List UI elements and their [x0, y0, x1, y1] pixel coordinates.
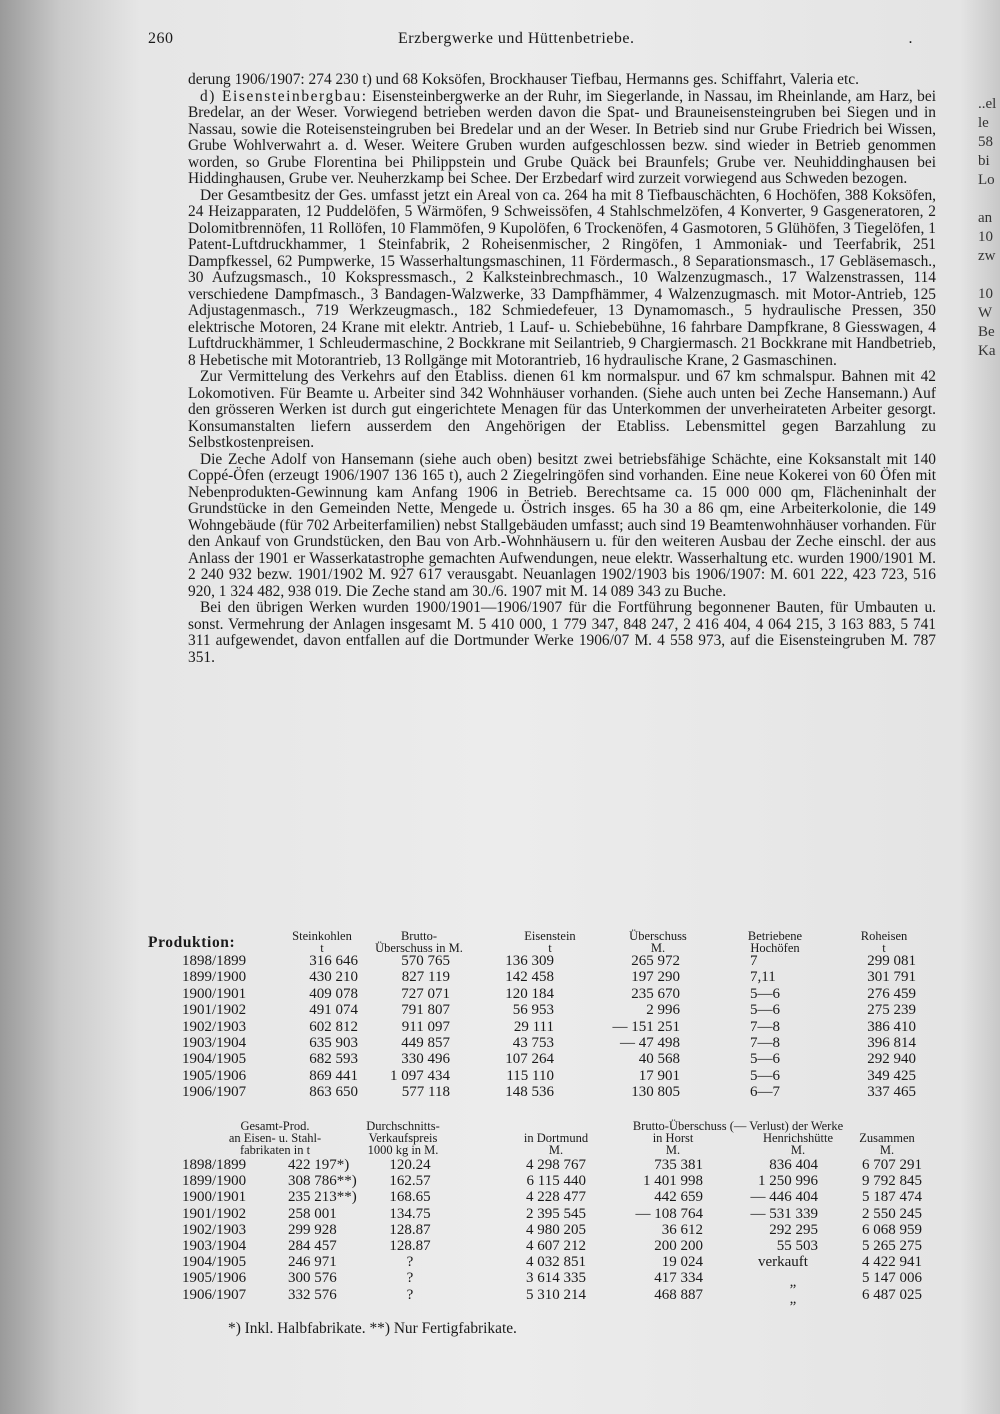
table-cell: 422 197*)	[288, 1157, 350, 1173]
production-label: Produktion:	[148, 934, 236, 951]
row-label: 1900/1901	[182, 985, 247, 1002]
row-label: 1905/1906	[182, 1270, 247, 1287]
table-cell: 1 401 998	[643, 1173, 703, 1190]
column-header: in Dortmund M.	[523, 1131, 589, 1157]
table-cell: 235 670	[631, 985, 680, 1002]
row-label: 1906/1907	[182, 1084, 247, 1101]
table-cell: 142 458	[505, 969, 554, 986]
row-label: 1903/1904	[182, 1238, 247, 1254]
table-cell: 56 953	[512, 1002, 554, 1019]
page-header	[148, 30, 913, 52]
table-cell: 292 295	[769, 1221, 818, 1238]
table-cell: 791 807	[401, 1002, 450, 1019]
row-label: 1904/1905	[182, 1254, 247, 1271]
table-cell: 682 593	[309, 1051, 358, 1068]
table-cell: 4 607 212	[526, 1238, 586, 1254]
table-cell: 120 184	[505, 985, 554, 1002]
paragraph: derung 1906/1907: 274 230 t) und 68 Koksöfen, Brockhauser Tiefbau, Hermanns ges. Schiffahrt, Valeria etc.	[188, 71, 859, 88]
table-cell: 337 465	[867, 1084, 916, 1101]
table-cell: 299 928	[288, 1221, 337, 1238]
paragraph: Die Zeche Adolf von Hansemann (siehe auch oben) besitzt zwei betriebsfähige Schächte, eine Koksanstalt mit 140 Coppé-Öfen (erzeugt 1906/1907 136 165 t), auch 2 Ziegelringöfen sind vorhanden. Eine neue Kokerei von 60 Öfen mit Nebenprodukten-Gewinnung kam Anfang 1906 in Betrieb. Berechtsame ca. 15 000 000 qm, Flächeninhalt der Grundstücke in den Gemeinden Nette, Mengede u. Östrich insges. 65 ha 30 a 86 qm, eine Arbeiterkolonie, die 149 Wohngebäude (für 702 Arbeiterfamilien) nebst Stallgebäuden umfasst; auch sind 19 Beamtenwohnhäuser vorhanden. Für den Ankauf von Grundstücken, den Bau von Arb.-Wohnhäusern u. für den weiteren Ausbau der Zeche einschl. der aus Anlass der 1901 er Wasserkatastrophe gemachten Aufwendungen, neue elektr. Wasserhaltung etc. wurden 1900/1901 M. 2 240 932 bezw. 1901/1902 M. 927 617 verausgabt. Neuanlagen 1902/1903 bis 1906/1907: M. 601 222, 423 723, 516 920, 1 324 482, 938 019. Die Zeche stand am 30./6. 1907 mit M. 14 089 343 zu Buche.	[188, 450, 936, 600]
table-cell: 316 646	[309, 953, 358, 969]
table-cell: 9 792 845	[862, 1173, 922, 1190]
table-cell: 2 395 545	[526, 1205, 586, 1222]
table-cell: 115 110	[506, 1067, 554, 1084]
table-cell: 299 081	[867, 953, 916, 969]
table-cell: 7—8	[750, 1035, 780, 1051]
table-cell: 6 068 959	[862, 1221, 922, 1238]
table-cell: 570 765	[401, 953, 450, 969]
column-header: Steinkohlen t	[292, 929, 352, 955]
group-header: Brutto-Überschuss (— Verlust) der Werke	[632, 1119, 844, 1133]
table-cell: 1 097 434	[390, 1067, 450, 1084]
paragraph: Der Gesamtbesitz der Ges. umfasst jetzt ein Areal von ca. 264 ha mit 8 Tiefbauschächten, 6 Hochöfen, 388 Koksöfen, 24 Heizapparaten, 12 Puddelöfen, 5 Wärmöfen, 9 Schweissöfen, 4 Stahlschmelzöfen, 4 Konverter, 9 Gasgeneratoren, 2 Dolomitbrennöfen, 11 Rollöfen, 10 Flammöfen, 9 Kupolöfen, 6 Trockenöfen, 4 Gasmotoren, 5 Glühöfen, 3 Tiegelöfen, 1 Patent-Luftdruckhammer, 1 Steinfabrik, 2 Roheisenmischer, 2 Ringöfen, 1 Ammoniak- und Teerfabrik, 251 Dampfkessel, 62 Pumpwerke, 15 Wasserhaltungsmaschinen, 11 Fördermasch., 8 Separationsmasch., 17 Gebläsemasch., 30 Aufzugsmasch., 10 Kokspressmasch., 2 Kalksteinbrechmasch., 10 Walzenzugmasch., 17 Walzenstrassen, 114 verschiedene Dampfmasch., 3 Bandagen-Walzwerke, 33 Dampfhämmer, 4 Walzenzugmasch. mit Motor-Antrieb, 125 Adjustagenmasch., 719 Werkzeugmasch., 182 Schmiedefeuer, 13 Dynamomasch., 5 hydraulische Pressen, 350 elektrische Motoren, 24 Krane mit elektr. Antrieb, 1 Lauf- u. Schiebebühne, 16 fahrbare Dampfkrane, 8 Giesswagen, 4 Luftdruckhämmer, 1 Schleudermaschine, 2 Bockkrane mit Seilantrieb, 9 Chargiermasch. 21 Bockkrane mit Handbetrieb, 8 Hebetische mit Motorantrieb, 13 Rollgänge mit Motorantrieb, 16 hydraulische Krane, 2 Gasmaschinen.	[188, 186, 936, 369]
page-number: 260	[148, 30, 174, 47]
table-cell: 4 228 477	[526, 1189, 586, 1206]
table-cell: 168.65	[389, 1189, 431, 1206]
table-cell: 3 614 335	[526, 1270, 586, 1287]
table-cell: 7—8	[750, 1018, 780, 1035]
table-cell: 409 078	[309, 985, 358, 1002]
section-label: d) Eisensteinbergbau:	[200, 87, 368, 105]
column-header: Eisenstein t	[524, 929, 576, 955]
table-cell: 265 972	[631, 953, 680, 969]
table-cell: 120.24	[389, 1157, 431, 1173]
table-cell: 258 001	[288, 1205, 337, 1222]
table-cell: ?	[406, 1270, 414, 1287]
right-margin-bleed: ..el le 58 bi Lo an 10 zw 10 W Be Ka	[978, 96, 997, 359]
table-cell: 148 536	[505, 1084, 554, 1101]
table-cell: 284 457	[288, 1238, 337, 1254]
table-cell: 36 612	[661, 1221, 703, 1238]
table-cell: 6 115 440	[526, 1173, 586, 1190]
table-cell: 7	[750, 953, 758, 969]
table-cell: 491 074	[309, 1002, 358, 1019]
row-label: 1901/1902	[182, 1205, 247, 1222]
table-cell: 17 901	[638, 1067, 680, 1084]
table-cell: ?	[406, 1286, 414, 1303]
table-cell: „	[789, 1290, 797, 1307]
column-header: Überschuss M.	[629, 929, 687, 955]
table-cell: 863 650	[309, 1084, 358, 1101]
table-cell: 2 550 245	[862, 1205, 922, 1222]
body-text	[188, 72, 936, 666]
table-cell: 246 971	[288, 1254, 337, 1271]
table-cell: 6—7	[750, 1084, 780, 1101]
table-cell: — 531 339	[750, 1205, 818, 1222]
table-cell: 449 857	[401, 1035, 450, 1051]
table-cell: 577 118	[401, 1084, 450, 1101]
column-header: Betriebene Hochöfen	[747, 929, 803, 955]
table-cell: 292 940	[867, 1051, 916, 1068]
table-cell: 5 310 214	[526, 1286, 586, 1303]
table-cell: 332 576	[288, 1286, 337, 1303]
table-cell: 4 980 205	[526, 1221, 586, 1238]
footnote: *) Inkl. Halbfabrikate. **) Nur Fertigfabrikate.	[228, 1320, 517, 1337]
row-label: 1903/1904	[182, 1035, 247, 1051]
table-cell: 40 568	[638, 1051, 680, 1068]
table-cell: 417 334	[654, 1270, 703, 1287]
row-label: 1900/1901	[182, 1189, 247, 1206]
table-cell: 1 250 996	[758, 1173, 818, 1190]
table-cell: 5—6	[750, 985, 780, 1002]
table-cell: ?	[406, 1254, 414, 1271]
table-cell: 911 097	[401, 1018, 450, 1035]
running-title: Erzbergwerke und Hüttenbetriebe.	[398, 30, 635, 47]
paragraph-text: Eisensteinbergwerke an der Ruhr, im Siegerlande, in Nassau, im Rheinlande, am Harz, bei Bredelar, an der Weser. Vorwiegend betrieben werden davon die Spat- und Brauneisensteingruben bei Siegen und in Nassau, sowie die Roteisensteingruben bei Bredelar und an der Weser. In Betrieb sind nur Grube Friedrich bei Wissen, Grube Wohlverwahrt a. d. Weser. Weitere Gruben wurden aufgeschlossen bezw. sind wieder in Betrieb genommen worden, so Grube Florentina bei Philippstein und Grube Quäck bei Braunfels; Grube ver. Neuhiddinghausen bei Hiddinghausen, Grube ver. Neuherzkamp bei Schee. Der Erzbedarf wird zurzeit vorwiegend aus Schweden bezogen.	[188, 87, 936, 187]
table-cell: — 446 404	[750, 1189, 818, 1206]
table-cell: 134.75	[389, 1205, 431, 1222]
table-cell: 200 200	[654, 1238, 703, 1254]
table-cell: 275 239	[867, 1002, 916, 1019]
table-cell: 235 213**)	[288, 1189, 357, 1206]
table-cell: 300 576	[288, 1270, 337, 1287]
column-header: Zusammen M.	[859, 1131, 915, 1157]
table-cell: 128.87	[389, 1221, 431, 1238]
table-cell: 43 753	[512, 1035, 554, 1051]
row-label: 1898/1899	[182, 1157, 247, 1173]
table-cell: 7,11	[750, 969, 776, 986]
row-label: 1899/1900	[182, 969, 247, 986]
column-header: Gesamt-Prod. an Eisen- u. Stahl- fabrikaten in t	[228, 1119, 322, 1157]
column-header: Henrichshütte M.	[762, 1131, 834, 1157]
table-cell: 5—6	[750, 1002, 780, 1019]
header-mark: .	[908, 30, 913, 47]
table-cell: 107 264	[505, 1051, 554, 1068]
table-cell: 396 814	[867, 1035, 916, 1051]
table-cell: 442 659	[654, 1189, 703, 1206]
table-cell: 136 309	[505, 953, 554, 969]
column-header: Roheisen t	[860, 929, 908, 955]
table-cell: 5—6	[750, 1067, 780, 1084]
paragraph: Bei den übrigen Werken wurden 1900/1901—1906/1907 für die Fortführung begonnener Bauten, für Umbauten u. sonst. Vermehrung der Anlagen insgesamt M. 5 410 000, 1 779 347, 848 247, 2 416 404, 4 064 215, 3 163 883, 5 741 311 aufgewendet, davon entfallen auf die Dortmunder Werke 1906/07 M. 4 558 973, auf die Eisensteingruben M. 787 351.	[188, 599, 936, 666]
row-label: 1906/1907	[182, 1286, 247, 1303]
table-cell: 635 903	[309, 1035, 358, 1051]
column-header: in Horst M.	[652, 1131, 694, 1157]
row-label: 1902/1903	[182, 1221, 247, 1238]
table-cell: 602 812	[309, 1018, 358, 1035]
row-label: 1904/1905	[182, 1051, 247, 1068]
paragraph: Zur Vermittelung des Verkehrs auf den Etabliss. dienen 61 km normalspur. und 67 km schmalspur. Bahnen mit 42 Lokomotiven. Für Beamte u. Arbeiter sind 342 Wohnhäuser vorhanden. (Siehe auch unten bei Zeche Hansemann.) Auf den grösseren Werken ist durch gut eingerichtete Menagen für das Unterkommen der unverheirateten Arbeiter gesorgt. Konsumanstalten liefern ausserdem den Angehörigen der Etabliss. Lebensmittel gegen Barzahlung zu Selbstkostenpreisen.	[188, 368, 936, 451]
table-cell: 836 404	[769, 1157, 818, 1173]
table-cell: 727 071	[401, 985, 450, 1002]
table-cell: 4 032 851	[526, 1254, 586, 1271]
table-cell: 5 265 275	[862, 1238, 922, 1254]
row-label: 1898/1899	[182, 953, 247, 969]
row-label: 1902/1903	[182, 1018, 247, 1035]
table-cell: 5 187 474	[862, 1189, 922, 1206]
table-cell: verkauft	[758, 1254, 808, 1271]
column-header: Brutto- Überschuss in M.	[375, 929, 463, 955]
table-cell: 5—6	[750, 1051, 780, 1068]
table-cell: 6 707 291	[862, 1157, 922, 1173]
table-cell: 4 298 767	[526, 1157, 586, 1173]
table-cell: 276 459	[867, 985, 916, 1002]
table-cell: „	[789, 1274, 797, 1291]
table-cell: 330 496	[401, 1051, 450, 1068]
table-cell: 6 487 025	[862, 1286, 922, 1303]
table-cell: 55 503	[776, 1238, 818, 1254]
paragraph	[188, 89, 936, 188]
table-cell: 130 805	[631, 1084, 680, 1101]
table-cell: 301 791	[867, 969, 916, 986]
table-cell: 349 425	[867, 1067, 916, 1084]
table-cell: 468 887	[654, 1286, 703, 1303]
table-cell: 869 441	[309, 1067, 358, 1084]
column-header: Durchschnitts- Verkaufspreis 1000 kg in M.	[366, 1119, 440, 1157]
row-label: 1899/1900	[182, 1173, 247, 1190]
table-cell: 386 410	[867, 1018, 916, 1035]
row-label: 1901/1902	[182, 1002, 247, 1019]
table-cell: — 47 498	[620, 1035, 680, 1051]
table-cell: 197 290	[631, 969, 680, 986]
table-cell: 308 786**)	[288, 1173, 357, 1190]
table-cell: 4 422 941	[862, 1254, 922, 1271]
table-cell: 128.87	[389, 1238, 431, 1254]
table-cell: 29 111	[513, 1018, 554, 1035]
table-cell: 19 024	[661, 1254, 703, 1271]
table-cell: 735 381	[654, 1157, 703, 1173]
table-cell: 2 996	[646, 1002, 680, 1019]
table-cell: 827 119	[401, 969, 450, 986]
table-cell: 430 210	[309, 969, 358, 986]
row-label: 1905/1906	[182, 1067, 247, 1084]
table-cell: — 108 764	[635, 1205, 703, 1222]
table-cell: 5 147 006	[862, 1270, 922, 1287]
table-cell: — 151 251	[612, 1018, 680, 1035]
table-cell: 162.57	[389, 1173, 431, 1190]
